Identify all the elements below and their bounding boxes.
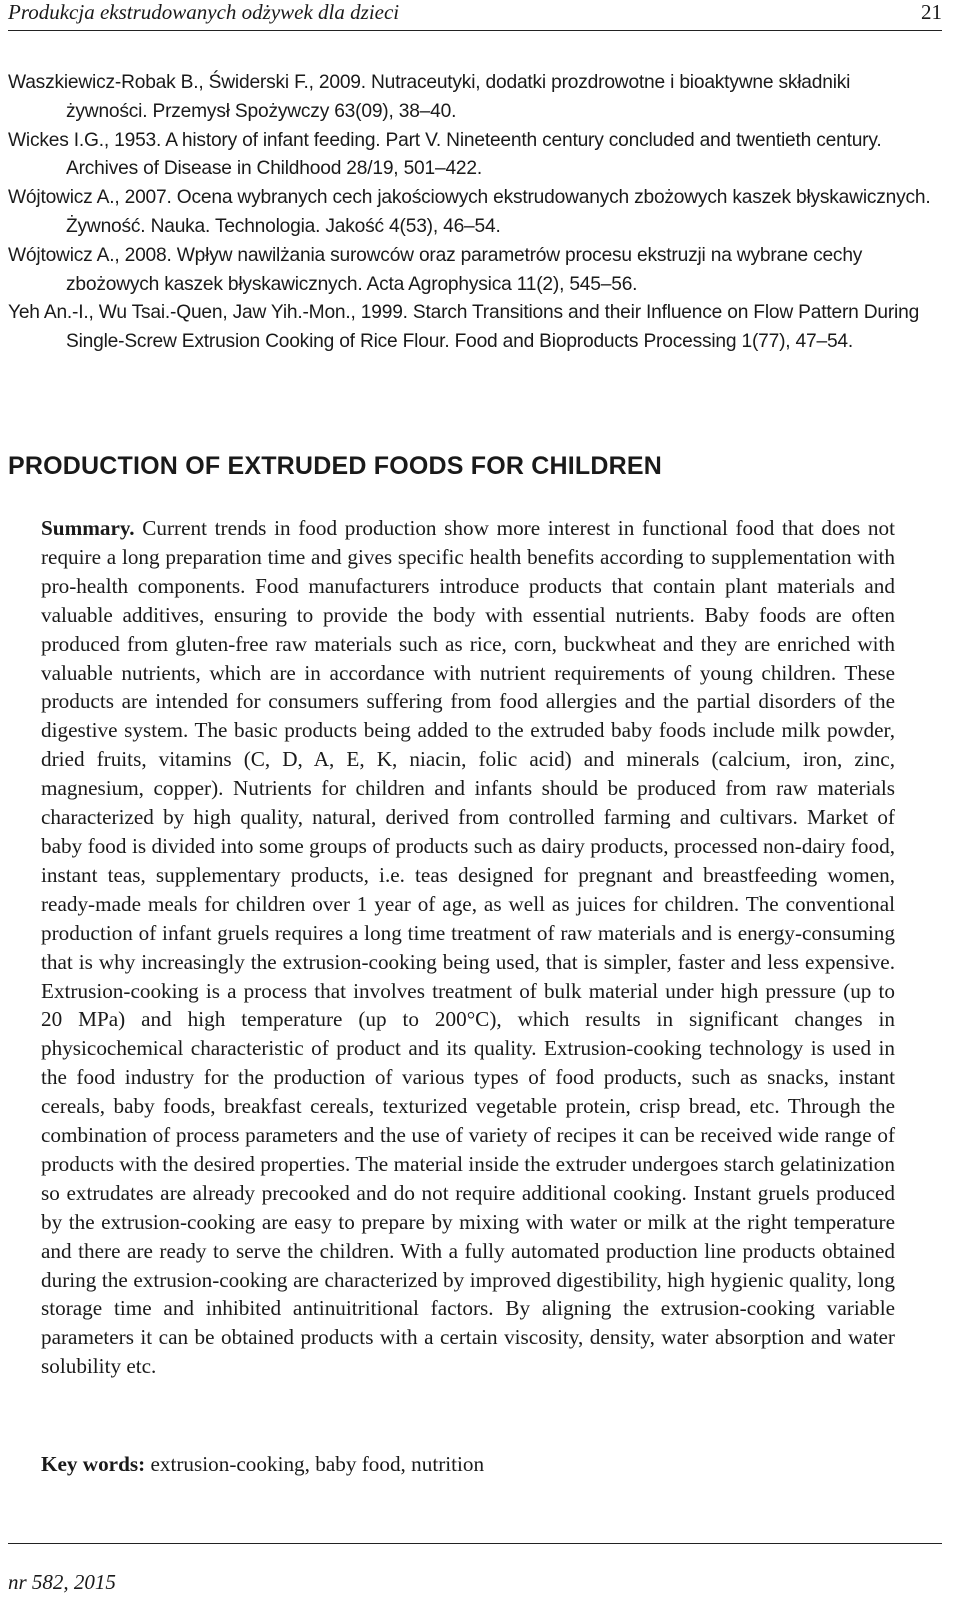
- keywords-label: Key words:: [41, 1452, 146, 1476]
- reference-list: [8, 69, 933, 357]
- reference-item: Wójtowicz A., 2007. Ocena wybranych cech jakościowych ekstrudowanych zbożowych kaszek błyskawicznych. Żywność. Nauka. Technologia. Jakość 4(53), 46–54.: [8, 187, 931, 237]
- page-number: 21: [921, 0, 942, 24]
- footer-rule: [8, 1543, 942, 1544]
- summary-label: Summary.: [41, 516, 135, 540]
- keywords-text: extrusion-cooking, baby food, nutrition: [150, 1452, 485, 1476]
- header-rule: [8, 30, 942, 31]
- issue-footer: nr 582, 2015: [8, 1570, 116, 1594]
- summary-paragraph: [41, 514, 895, 1381]
- reference-item: Wickes I.G., 1953. A history of infant feeding. Part V. Nineteenth century concluded and twentieth century. Archives of Disease in Childhood 28/19, 501–422.: [8, 129, 882, 180]
- reference-item: Wójtowicz A., 2008. Wpływ nawilżania surowców oraz parametrów procesu ekstruzji na wybrane cechy zbożowych kaszek błyskawicznych. Acta Agrophysica 11(2), 545–56.: [8, 244, 863, 295]
- running-head-title: Produkcja ekstrudowanych odżywek dla dzieci: [8, 0, 400, 24]
- reference-item: Yeh An.-I., Wu Tsai.-Quen, Jaw Yih.-Mon., 1999. Starch Transitions and their Influence on Flow Pattern During Single-Screw Extrusion Cooking of Rice Flour. Food and Bioproducts Processing 1(77), 47–54.: [8, 302, 920, 353]
- summary-text: Current trends in food production show more interest in functional food that does not require a long preparation time and gives specific health benefits according to supplementation with pro-health components. Food manufacturers introduce products that contain plant materials and valuable additives, ensuring to provide the body with essential nutrients. Baby foods are often produced from gluten-free raw materials such as rice, corn, buckwheat and they are enriched with valuable nutrients, which are in accordance with nutrient requirements of young children. These products are intended for consumers suffering from food allergies and the partial disorders of the digestive system. The basic products being added to the extruded baby foods include milk powder, dried fruits, vitamins (C, D, A, E, K, niacin, folic acid) and minerals (calcium, iron, zinc, magnesium, copper). Nutrients for children and infants should be produced from raw materials characterized by high quality, natural, derived from controlled farming and cultivars. Market of baby food is divided into some groups of products such as dairy products, processed non-dairy food, instant teas, supplementary products, i.e. teas designed for pregnant and breastfeeding women, ready-made meals for children over 1 year of age, as well as juices for children. The conventional production of infant gruels requires a long time treatment of raw materials and is energy-consuming that is why increasingly the extrusion-cooking being used, that is simpler, faster and less expensive. Extrusion-cooking is a process that involves treatment of bulk material under high pressure (up to 20 MPa) and high temperature (up to 200°C), which results in significant changes in physicochemical characteristic of product and its quality. Extrusion-cooking technology is used in the food industry for the production of various types of food products, such as snacks, instant cereals, baby foods, breakfast cereals, texturized vegetable protein, crisp bread, etc. Through the combination of process parameters and the use of variety of recipes it can be received wide range of products with the desired properties. The material inside the extruder undergoes starch gelatinization so extrudates are already precooked and do not require additional cooking. Instant gruels produced by the extrusion-cooking are easy to prepare by mixing with water or milk at the right temperature and there are ready to serve the children. With a fully automated production line products obtained during the extrusion-cooking are characterized by improved digestibility, high hygienic quality, long storage time and inhibited antinuitritional factors. By aligning the extrusion-cooking variable parameters it can be obtained products with a certain viscosity, density, water absorption and water solubility etc.: [41, 516, 896, 1379]
- section-heading: PRODUCTION OF EXTRUDED FOODS FOR CHILDREN: [8, 452, 663, 480]
- running-head: [8, 0, 942, 26]
- reference-item: Waszkiewicz-Robak B., Świderski F., 2009. Nutraceutyki, dodatki prozdrowotne i bioaktywne składniki żywności. Przemysł Spożywczy 63(09), 38–40.: [8, 72, 851, 122]
- keywords-line: [41, 1450, 484, 1478]
